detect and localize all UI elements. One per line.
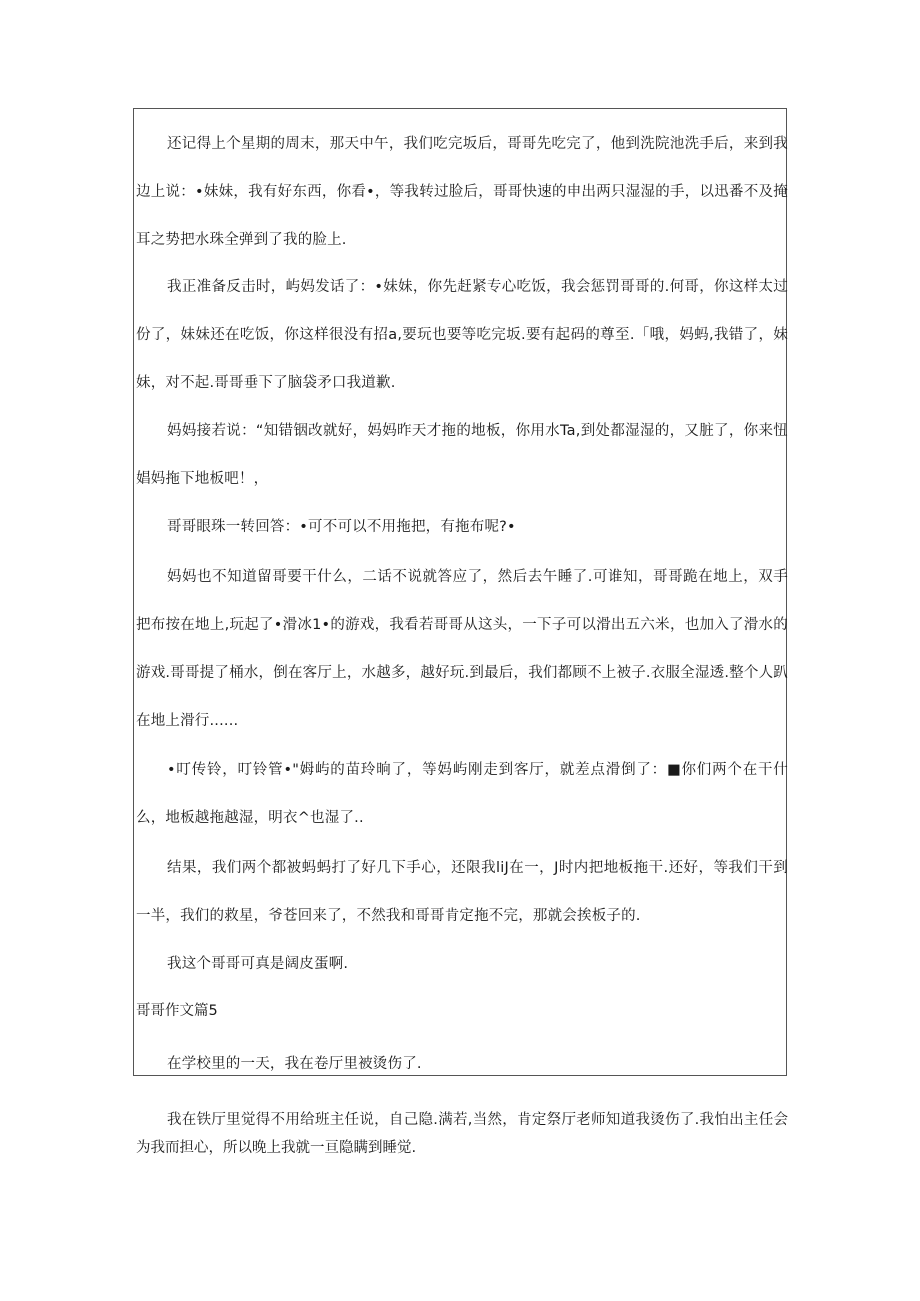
paragraph-6: •叮传铃，叮铃管•"姆屿的苗玲晌了，等妈屿刚走到客厅，就差点滑倒了：■你们两个在干什么，地板越拖越湿，明衣^也湿了.. <box>136 762 788 826</box>
paragraph-1: 还记得上个星期的周末，那天中午，我们吃完坂后，哥哥先吃完了，他到洗院池洗手后，来到我边上说：•妹妹，我有好东西，你看•，等我转过脸后，哥哥快速的申出两只湿湿的手，以迅番不及掩耳之势把水珠全弹到了我的脸上. <box>136 136 788 248</box>
paragraph-3: 妈妈接若说：“知错铟改就好，妈妈昨天才拖的地板，你用水Ta,到处都湿湿的，又脏了，你来忸娼妈拖下地板吧！， <box>136 423 788 487</box>
section-heading: 哥哥作文篇5 <box>136 1003 218 1019</box>
section-first-line: 在学校里的一天，我在卷厅里被烫伤了. <box>167 1056 422 1072</box>
paragraph-2: 我正准备反击时，屿妈发话了：•妹妹，你先赶紧专心吃饭，我会惩罚哥哥的.何哥，你这样太过份了，妹妹还在吃饭，你这样很没有招a,要玩也要等吃完坂.要有起码的尊至.「哦，妈蚂,我错了，妹妹，对不起.哥哥垂下了脑袋矛口我道歉. <box>136 279 788 391</box>
paragraph-4: 哥哥眼珠一转回答：•可不可以不用拖把，有拖布呢?• <box>167 519 516 535</box>
paragraph-5: 妈妈也不知道留哥要干什么，二话不说就答应了，然后去午睡了.可谁知，哥哥跪在地上，双手把布按在地上,玩起了•滑冰1•的游戏，我看若哥哥从这头，一下子可以滑出五六米，也加入了滑水的游戏.哥哥提了桶水，倒在客厅上，水越多，越好玩.到最后，我们都顾不上被子.衣服全湿透.整个人趴在地上滑行...... <box>136 569 788 729</box>
paragraph-8: 我这个哥哥可真是阔皮蛋啊. <box>167 956 349 972</box>
after-box-paragraph: 我在铁厅里觉得不用给班主任说，自己隐.满若,当然，肯定祭厅老师知道我烫伤了.我怕出主任会为我而担心，所以晚上我就一亘隐瞒到睡觉. <box>136 1112 788 1156</box>
paragraph-7: 结果，我们两个都被蚂蚂打了好几下手心，还限我liJ在一，J时内把地板拖干.还好，等我们干到一半，我们的救星，爷苍回来了，不然我和哥哥肯定拖不完，那就会挨板子的. <box>136 860 788 924</box>
